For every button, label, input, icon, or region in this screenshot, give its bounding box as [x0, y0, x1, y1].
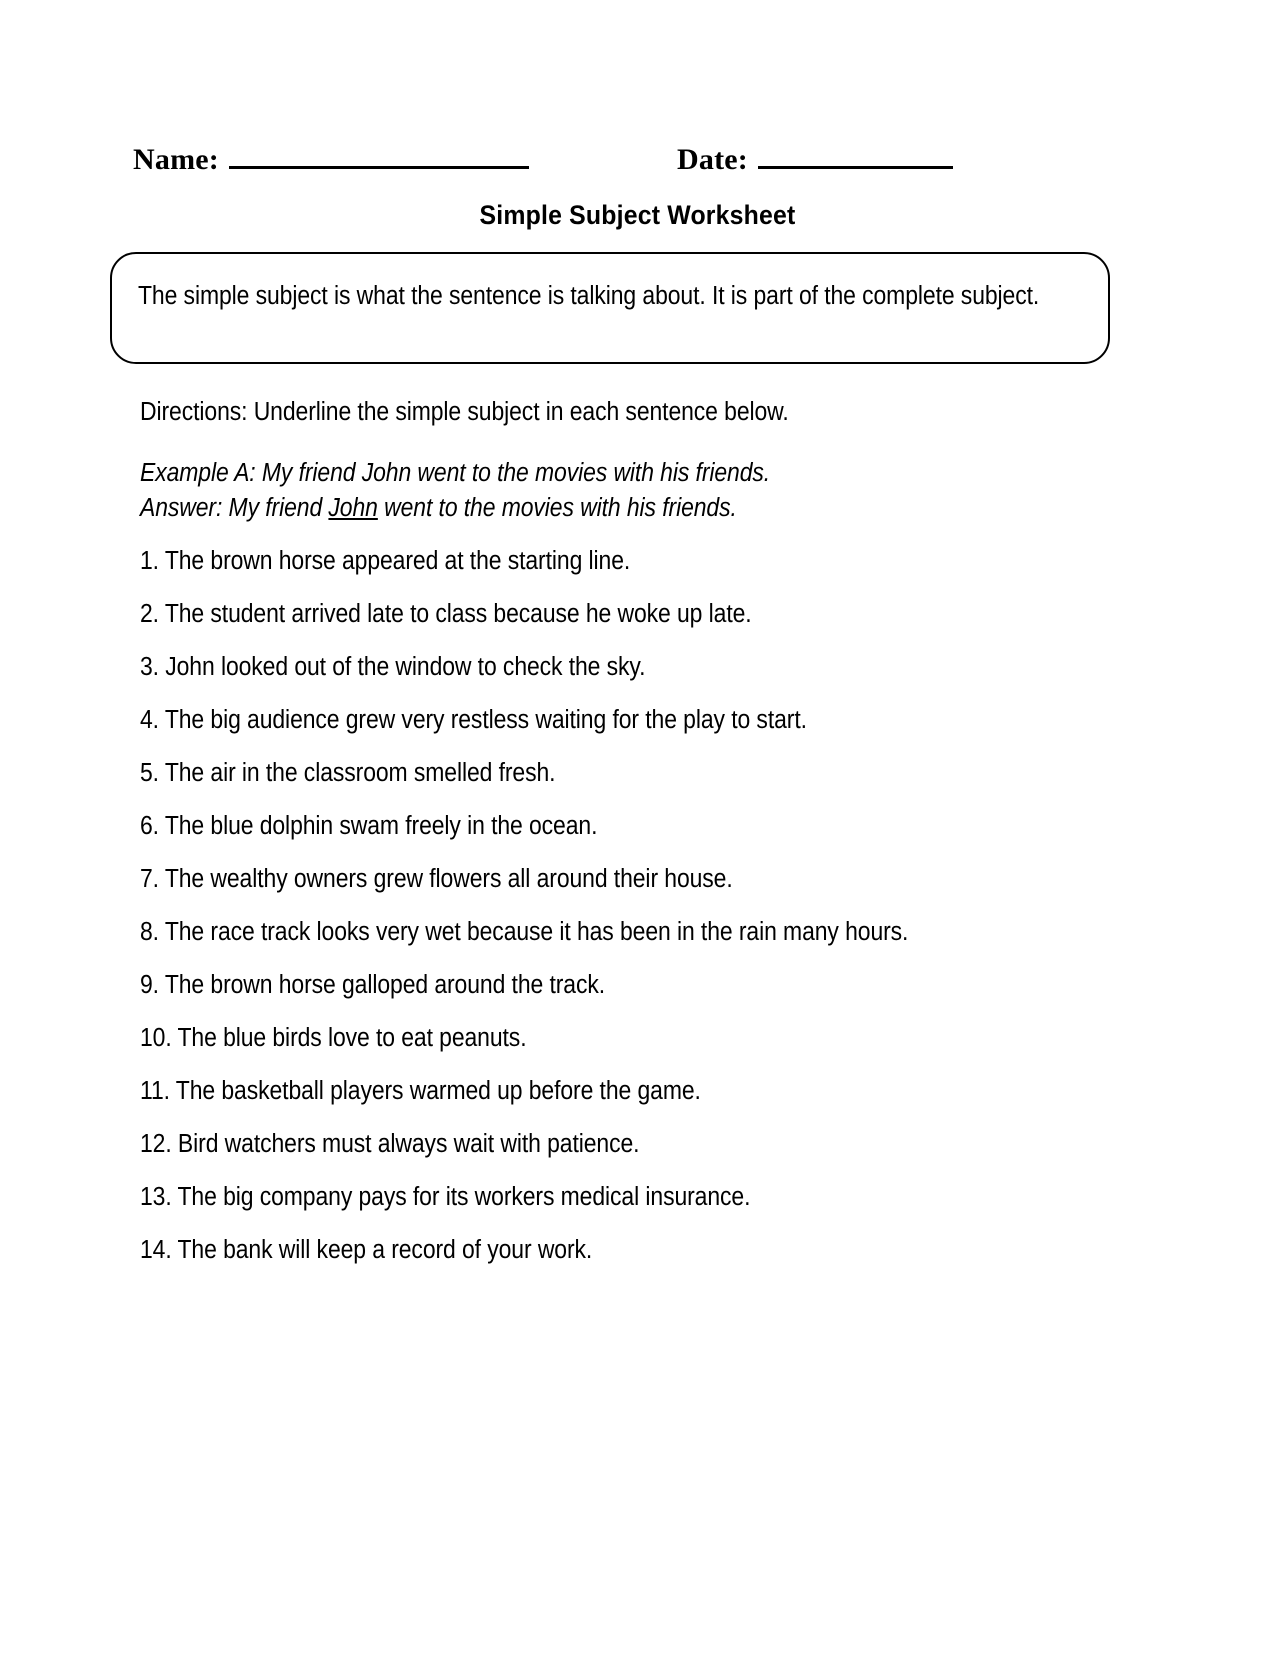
- question-list: [140, 547, 1150, 1265]
- question-item: 3. John looked out of the window to check the sky.: [140, 653, 646, 681]
- question-item: 7. The wealthy owners grew flowers all around their house.: [140, 865, 733, 893]
- header-row: [133, 140, 1143, 186]
- answer-underlined-subject: John: [328, 494, 378, 522]
- definition-box: [110, 252, 1110, 364]
- question-item: 14. The bank will keep a record of your work.: [140, 1236, 593, 1264]
- question-item: 13. The big company pays for its workers medical insurance.: [140, 1183, 751, 1211]
- worksheet-body: [140, 398, 1150, 1265]
- question-item: 9. The brown horse galloped around the track.: [140, 971, 606, 999]
- question-item: 8. The race track looks very wet because it has been in the rain many hours.: [140, 918, 909, 946]
- question-item: 1. The brown horse appeared at the starting line.: [140, 547, 631, 575]
- name-field: [133, 140, 529, 177]
- question-item: 12. Bird watchers must always wait with patience.: [140, 1130, 640, 1158]
- question-item: 5. The air in the classroom smelled fresh.: [140, 759, 556, 787]
- date-field: [677, 140, 953, 177]
- question-item: 11. The basketball players warmed up before the game.: [140, 1077, 701, 1105]
- directions-text: Directions: Underline the simple subject in each sentence below.: [140, 398, 789, 426]
- example-block: [140, 459, 1150, 523]
- example-prompt: Example A: My friend John went to the movies with his friends.: [140, 459, 771, 487]
- example-answer: [140, 494, 1149, 523]
- question-item: 4. The big audience grew very restless waiting for the play to start.: [140, 706, 807, 734]
- question-item: 10. The blue birds love to eat peanuts.: [140, 1024, 527, 1052]
- answer-suffix: went to the movies with his friends.: [377, 494, 737, 522]
- name-label: Name:: [133, 143, 219, 176]
- question-item: 6. The blue dolphin swam freely in the ocean.: [140, 812, 598, 840]
- answer-prefix: Answer: My friend: [140, 494, 329, 522]
- name-blank-line[interactable]: [229, 140, 529, 169]
- question-item: 2. The student arrived late to class because he woke up late.: [140, 600, 752, 628]
- definition-text: The simple subject is what the sentence is talking about. It is part of the complete subject.: [138, 282, 1040, 310]
- page-title: Simple Subject Worksheet: [479, 200, 796, 230]
- date-label: Date:: [677, 143, 748, 176]
- date-blank-line[interactable]: [758, 140, 953, 169]
